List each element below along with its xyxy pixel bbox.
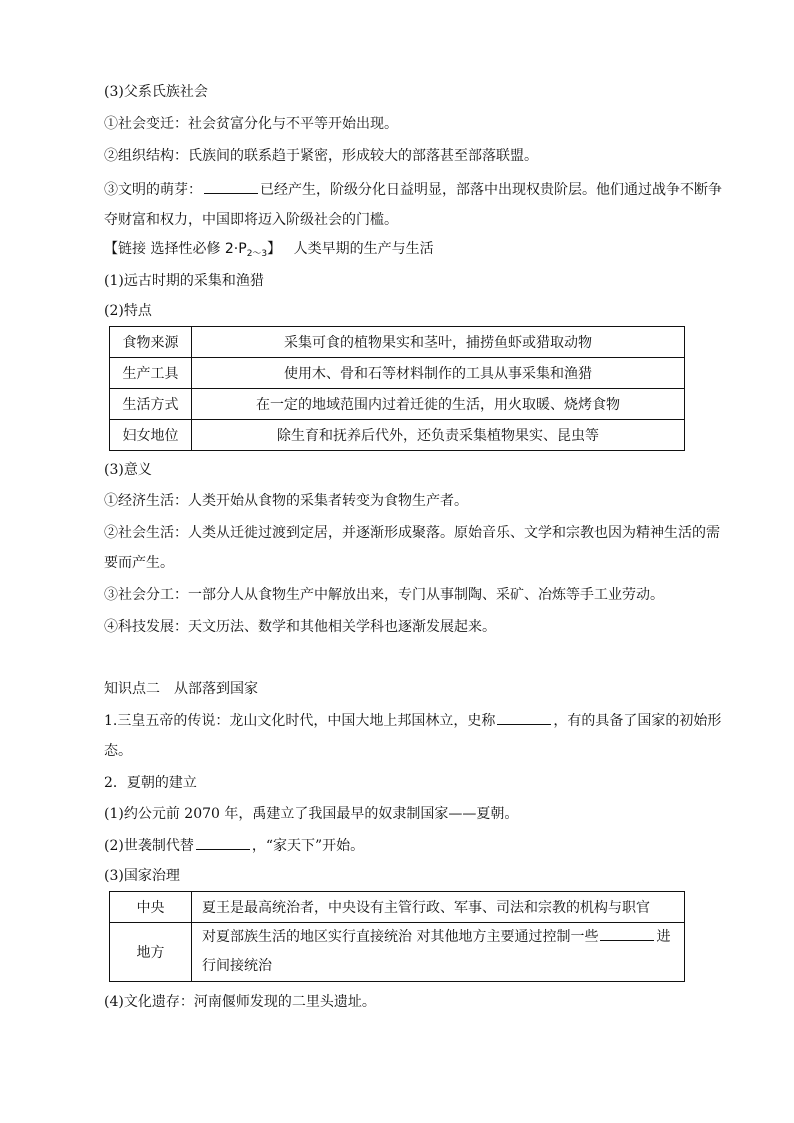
heading-patriarchal-clan: (3)父系氏族社会: [104, 84, 208, 100]
civilization-prefix: ③文明的萌芽：: [104, 182, 202, 198]
table-row: [110, 389, 685, 420]
table-row: [110, 420, 685, 451]
features-table: [109, 326, 685, 451]
table-key: 生产工具: [110, 358, 192, 389]
table-row: [110, 327, 685, 358]
text-social-life: ②社会生活：人类从迁徙过渡到定居，并逐渐形成聚落。原始音乐、文学和宗教也因为精神生活的需: [104, 525, 720, 541]
text-xia-founding: (1)约公元前 2070 年，禹建立了我国最早的奴隶制国家——夏朝。: [104, 806, 519, 822]
local-line1: 对夏部族生活的地区实行直接统治 对其他地方主要通过控制一些: [202, 929, 599, 945]
heading-gathering-hunting: (1)远古时期的采集和渔猎: [104, 273, 264, 289]
legend-prefix: 1.三皇五帝的传说：龙山文化时代，中国大地上邦国林立，史称: [104, 713, 496, 729]
table-value: 除生育和抚养后代外，还负责采集植物果实、昆虫等: [192, 420, 685, 451]
table-key: 生活方式: [110, 389, 192, 420]
text-economic-life: ①经济生活：人类开始从食物的采集者转变为食物生产者。: [104, 493, 468, 509]
heading-governance: (3)国家治理: [104, 868, 180, 884]
table-key: 妇女地位: [110, 420, 192, 451]
table-row: [110, 923, 685, 982]
table-value: 采集可食的植物果实和茎叶，捕捞鱼虾或猎取动物: [192, 327, 685, 358]
table-value: 在一定的地域范围内过着迁徙的生活，用火取暖、烧烤食物: [192, 389, 685, 420]
text-cultural-remains: (4)文化遗存：河南偃师发现的二里头遗址。: [104, 994, 376, 1010]
text-civilization-cont: 夺财富和权力，中国即将迈入阶级社会的门槛。: [104, 212, 398, 228]
link-heading: [104, 241, 434, 262]
link-label-sub: 2～3: [246, 249, 268, 259]
fill-blank-2[interactable]: [497, 712, 551, 725]
local-line2: 行间接统治: [202, 958, 272, 974]
text-organization: ②组织结构：氏族间的联系趋于紧密，形成较大的部落甚至部落联盟。: [104, 148, 538, 164]
table-key: 地方: [110, 923, 192, 982]
text-social-change: ①社会变迁：社会贫富分化与不平等开始出现。: [104, 116, 398, 132]
text-legend: [104, 712, 721, 729]
civilization-suffix: 已经产生，阶级分化日益明显，部落中出现权贵阶层。他们通过战争不断争: [260, 182, 722, 198]
local-line1-end: 进: [656, 929, 671, 945]
hereditary-suffix: ，“家天下”开始。: [251, 838, 365, 854]
text-civilization-sprout: [104, 181, 722, 198]
text-social-life-cont: 要而产生。: [104, 555, 174, 571]
table-key: 食物来源: [110, 327, 192, 358]
governance-table: [109, 891, 685, 982]
text-legend-cont: 态。: [104, 743, 132, 759]
fill-blank-1[interactable]: [204, 181, 258, 194]
heading-xia-founding: 2．夏朝的建立: [104, 775, 197, 791]
table-key: 中央: [110, 892, 192, 923]
link-label-suffix: 】: [267, 241, 282, 257]
table-value: 夏王是最高统治者，中央设有主管行政、军事、司法和宗教的机构与职官: [192, 892, 685, 923]
link-title: 人类早期的生产与生活: [293, 241, 434, 257]
legend-suffix: ，有的具备了国家的初始形: [553, 713, 722, 729]
fill-blank-4[interactable]: [600, 928, 654, 941]
table-row: [110, 358, 685, 389]
table-value: [192, 923, 685, 982]
heading-significance: (3)意义: [104, 462, 152, 478]
text-division-labor: ③社会分工：一部分人从食物生产中解放出来，专门从事制陶、采矿、冶炼等手工业劳动。: [104, 587, 664, 603]
heading-features: (2)特点: [104, 303, 152, 319]
table-row: [110, 892, 685, 923]
link-label-prefix: 【链接 选择性必修 2·P: [104, 241, 247, 257]
table-value: 使用木、骨和石等材料制作的工具从事采集和渔猎: [192, 358, 685, 389]
section-title-tribe-to-state: 知识点二 从部落到国家: [104, 681, 258, 697]
hereditary-prefix: (2)世袭制代替: [104, 838, 194, 854]
text-hereditary: [104, 837, 364, 854]
text-technology: ④科技发展：天文历法、数学和其他相关学科也逐渐发展起来。: [104, 619, 496, 635]
fill-blank-3[interactable]: [196, 837, 250, 850]
